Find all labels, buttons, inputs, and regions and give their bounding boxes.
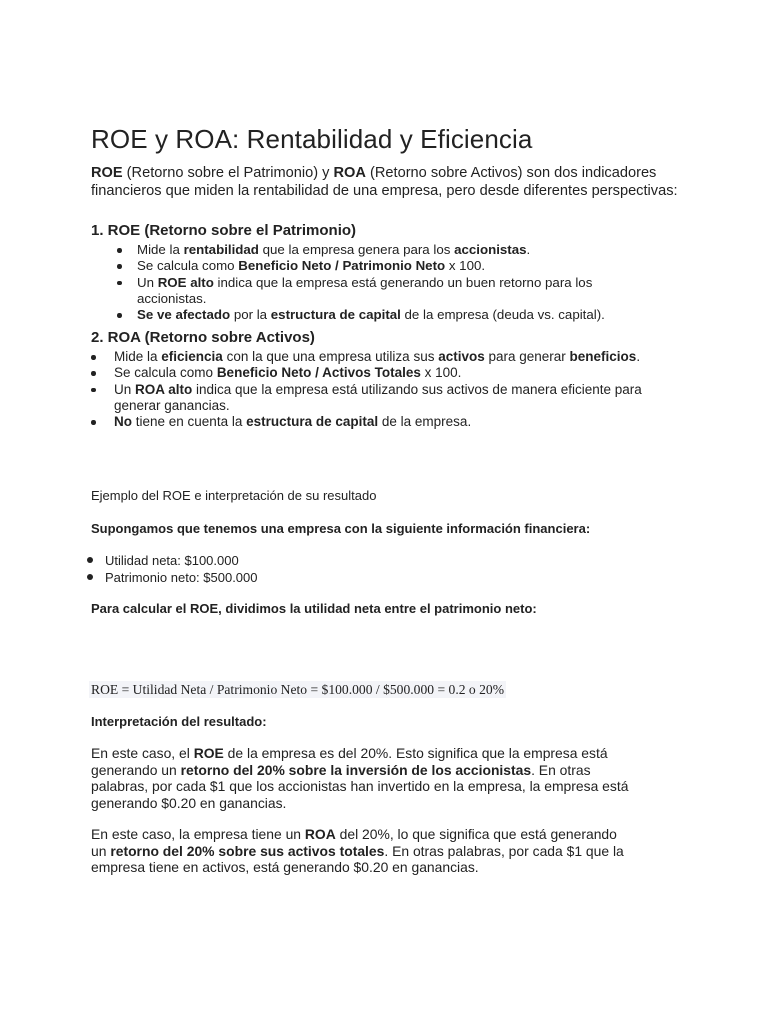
formula-block xyxy=(89,681,506,699)
formula-text: ROE = Utilidad Neta / Patrimonio Neto = $100.000 / $500.000 = 0.2 o 20% xyxy=(91,682,505,697)
list-item: Se calcula como Beneficio Neto / Activos Totales x 100. xyxy=(91,365,671,381)
section2-heading: 2. ROA (Retorno sobre Activos) xyxy=(91,329,315,346)
list-item: Utilidad neta: $100.000 xyxy=(85,552,485,569)
section1-heading: 1. ROE (Retorno sobre el Patrimonio) xyxy=(91,222,357,239)
example-calc: Para calcular el ROE, dividimos la utilidad neta entre el patrimonio neto: xyxy=(91,601,537,616)
intro-text-2: (Retorno sobre Activos) son dos indicadores financieros que miden la rentabilidad de una empresa, pero desde diferentes perspectivas: xyxy=(91,165,678,199)
bullet-dot xyxy=(91,371,96,376)
example-suppose: Supongamos que tenemos una empresa con la siguiente información financiera: xyxy=(91,521,591,536)
bullet-dot xyxy=(87,574,93,580)
interpretation-paragraph-1: En este caso, el ROE de la empresa es del 20%. Esto significa que la empresa está generando un retorno del 20% sobre la inversión de los accionistas. En otras palabras, por cada $1 que los accionistas han invertido en la empresa, la empresa está generando $0.20 en ganancias. xyxy=(91,745,629,811)
bullet-dot xyxy=(87,557,93,563)
list-item: Patrimonio neto: $500.000 xyxy=(85,569,485,586)
list-item: Un ROE alto indica que la empresa está generando un buen retorno para los accionistas. xyxy=(117,275,607,308)
bullet-dot xyxy=(117,313,122,318)
bullet-dot xyxy=(91,388,96,393)
interpretation-heading: Interpretación del resultado: xyxy=(91,714,267,729)
list-item: Se calcula como Beneficio Neto / Patrimonio Neto x 100. xyxy=(117,258,647,274)
intro-paragraph xyxy=(91,164,691,200)
bullet-dot xyxy=(91,355,96,360)
bullet-dot xyxy=(91,420,96,425)
list-item: Se ve afectado por la estructura de capital de la empresa (deuda vs. capital). xyxy=(117,307,647,323)
section2-list xyxy=(91,349,671,430)
intro-roe: ROE xyxy=(91,165,123,181)
interpretation-paragraph-2: En este caso, la empresa tiene un ROA del 20%, lo que significa que está generando un retorno del 20% sobre sus activos totales. En otras palabras, por cada $1 que la empresa tiene en activos, está generando $0.20 en ganancias. xyxy=(91,826,624,875)
bullet-dot xyxy=(117,281,122,286)
page-title: ROE y ROA: Rentabilidad y Eficiencia xyxy=(91,124,533,154)
list-item: No tiene en cuenta la estructura de capital de la empresa. xyxy=(91,414,671,430)
list-item: Mide la eficiencia con la que una empresa utiliza sus activos para generar beneficios. xyxy=(91,349,671,365)
list-item: Un ROA alto indica que la empresa está utilizando sus activos de manera eficiente para generar ganancias. xyxy=(91,382,659,415)
list-item: Mide la rentabilidad que la empresa genera para los accionistas. xyxy=(117,242,647,258)
intro-text-1: (Retorno sobre el Patrimonio) y xyxy=(122,165,334,181)
intro-roa: ROA xyxy=(333,165,366,181)
example-list xyxy=(85,552,485,586)
bullet-dot xyxy=(117,264,122,269)
section1-list xyxy=(117,242,647,323)
bullet-dot xyxy=(117,248,122,253)
example-title: Ejemplo del ROE e interpretación de su resultado xyxy=(91,488,377,503)
